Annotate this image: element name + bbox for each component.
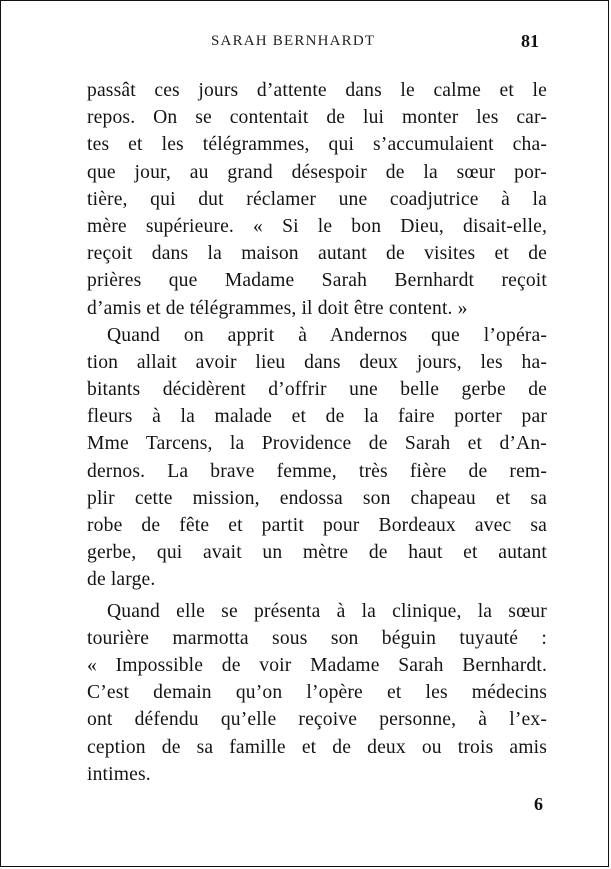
text-line: tion allait avoir lieu dans deux jours, les ha- — [87, 351, 547, 373]
text-line: « Impossible de voir Madame Sarah Bernhardt. — [87, 654, 547, 676]
text-line: intimes. — [87, 763, 151, 785]
text-line: Quand on apprit à Andernos que l’opéra- — [107, 324, 547, 346]
text-line: mère supérieure. « Si le bon Dieu, disait-elle, — [87, 215, 547, 237]
text-line: gerbe, qui avait un mètre de haut et autant — [87, 542, 547, 564]
text-line: fleurs à la malade et de la faire porter par — [87, 406, 547, 428]
paragraph-1 — [87, 77, 547, 322]
text-line: de large. — [87, 569, 156, 591]
text-line: robe de fête et partit pour Bordeaux avec sa — [87, 515, 547, 536]
text-line: tourière marmotta sous son béguin tuyauté : — [87, 627, 547, 649]
paragraph-3 — [87, 598, 547, 788]
text-line: tes et les télégrammes, qui s’accumulaient cha- — [87, 134, 547, 156]
text-line: plir cette mission, endossa son chapeau et sa — [87, 487, 547, 509]
text-line: repos. On se contentait de lui monter les car- — [87, 107, 547, 129]
text-line: reçoit dans la maison autant de visites et de — [87, 243, 547, 265]
text-line: d’amis et de télégrammes, il doit être content. » — [87, 297, 468, 319]
text-line: que jour, au grand désespoir de la sœur por- — [87, 161, 547, 183]
text-line: tière, qui dut réclamer une coadjutrice à la — [87, 188, 547, 210]
text-line: Quand elle se présenta à la clinique, la sœur — [107, 600, 547, 622]
signature-mark: 6 — [534, 794, 543, 814]
running-title: SARAH BERNHARDT — [211, 33, 376, 49]
text-line: ception de sa famille et de deux ou trois amis — [87, 736, 547, 758]
text-line: dernos. La brave femme, très fière de rem- — [87, 460, 547, 482]
text-line: C’est demain qu’on l’opère et les médecins — [87, 682, 547, 704]
text-line: ont défendu qu’elle reçoive personne, à l’ex- — [87, 709, 547, 731]
page-number: 81 — [521, 31, 539, 51]
text-line: bitants décidèrent d’offrir une belle gerbe de — [87, 379, 547, 401]
body-text — [87, 77, 547, 788]
running-head — [1, 33, 608, 57]
text-line: Mme Tarcens, la Providence de Sarah et d’An- — [87, 433, 547, 455]
paragraph-2 — [87, 322, 547, 594]
text-line: prières que Madame Sarah Bernhardt reçoit — [87, 270, 547, 292]
text-line: passât ces jours d’attente dans le calme et le — [87, 80, 547, 101]
